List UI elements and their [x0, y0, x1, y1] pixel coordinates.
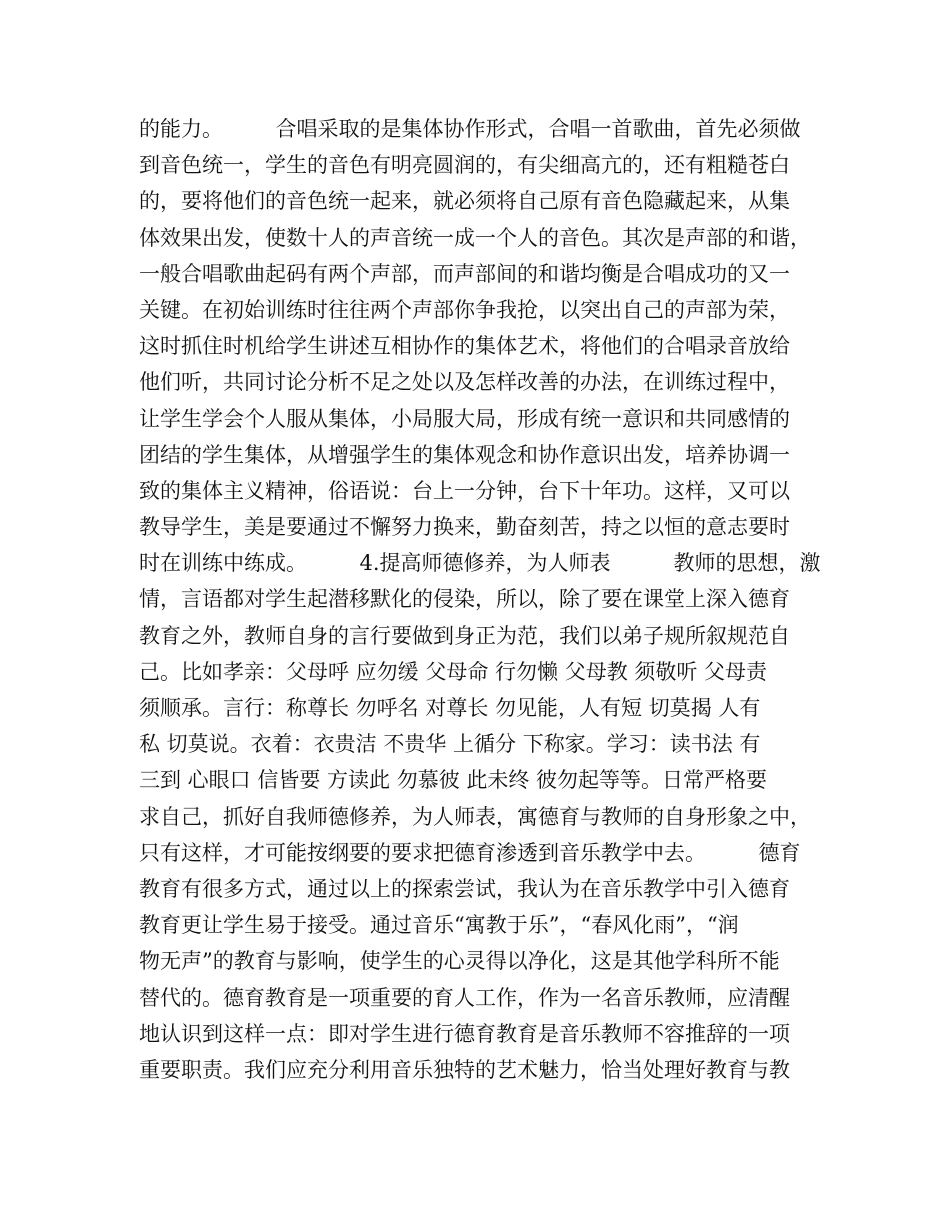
text-line: 让学生学会个人服从集体，小局服大局，形成有统一意识和共同感情的: [139, 406, 790, 431]
text-line: 教育之外，教师自身的言行要做到身正为范，我们以弟子规所叙规范自: [139, 623, 790, 648]
text-line: 一般合唱歌曲起码有两个声部，而声部间的和谐均衡是合唱成功的又一: [139, 261, 790, 286]
text-line: 他们听，共同讨论分析不足之处以及怎样改善的办法，在训练过程中，: [139, 370, 790, 395]
text-line: 的，要将他们的音色统一起来，就必须将自己原有音色隐藏起来，从集: [139, 189, 790, 214]
text-line: 替代的。德育教育是一项重要的育人工作，作为一名音乐教师，应清醒: [139, 985, 790, 1010]
text-line: 体效果出发，使数十人的声音统一成一个人的音色。其次是声部的和谐，: [139, 225, 811, 250]
text-line: 只有这样，才可能按纲要的要求把德育渗透到音乐教学中去。 德育: [139, 840, 801, 865]
text-line: 须顺承。言行：称尊长 勿呼名 对尊长 勿见能，人有短 切莫揭 人有: [139, 696, 761, 720]
text-line: 情，言语都对学生起潜移默化的侵染，所以，除了要在课堂上深入德育: [139, 587, 790, 612]
text-line: 致的集体主义精神，俗语说：台上一分钟，台下十年功。这样，又可以: [139, 478, 790, 503]
text-line: 教育更让学生易于接受。通过音乐“寓教于乐”，“春风化雨”，“润: [139, 913, 739, 938]
text-line: 时在训练中练成。 4.提高师德修养，为人师表 教师的思想，激: [139, 551, 821, 576]
text-line: 己。比如孝亲：父母呼 应勿缓 父母命 行勿懒 父母教 须敬听 父母责: [139, 659, 768, 684]
text-line: 求自己，抓好自我师德修养，为人师表，寓德育与教师的自身形象之中，: [139, 804, 811, 829]
text-line: 私 切莫说。衣着：衣贵洁 不贵华 上循分 下称家。学习：读书法 有: [139, 732, 761, 757]
text-line: 团结的学生集体，从增强学生的集体观念和协作意识出发，培养协调一: [139, 442, 790, 467]
text-line: 到音色统一，学生的音色有明亮圆润的，有尖细高亢的，还有粗糙苍白: [139, 153, 790, 178]
text-line: 物无声”的教育与影响，使学生的心灵得以净化，这是其他学科所不能: [139, 949, 780, 974]
text-line: 教导学生，美是要通过不懈努力换来，勤奋刻苦，持之以恒的意志要时: [139, 515, 790, 540]
text-line: 教育有很多方式，通过以上的探索尝试，我认为在音乐教学中引入德育: [139, 876, 790, 901]
text-line: 关键。在初始训练时往往两个声部你争我抢，以突出自己的声部为荣，: [139, 297, 790, 322]
text-line: 地认识到这样一点：即对学生进行德育教育是音乐教师不容推辞的一项: [139, 1021, 790, 1046]
text-line: 三到 心眼口 信皆要 方读此 勿慕彼 此未终 彼勿起等等。日常严格要: [139, 768, 768, 793]
text-line: 重要职责。我们应充分利用音乐独特的艺术魅力，恰当处理好教育与教: [139, 1057, 790, 1082]
body-text: [139, 111, 829, 1088]
text-line: 的能力。 合唱采取的是集体协作形式，合唱一首歌曲，首先必须做: [139, 117, 801, 141]
text-line: 这时抓住时机给学生讲述互相协作的集体艺术，将他们的合唱录音放给: [139, 334, 790, 359]
